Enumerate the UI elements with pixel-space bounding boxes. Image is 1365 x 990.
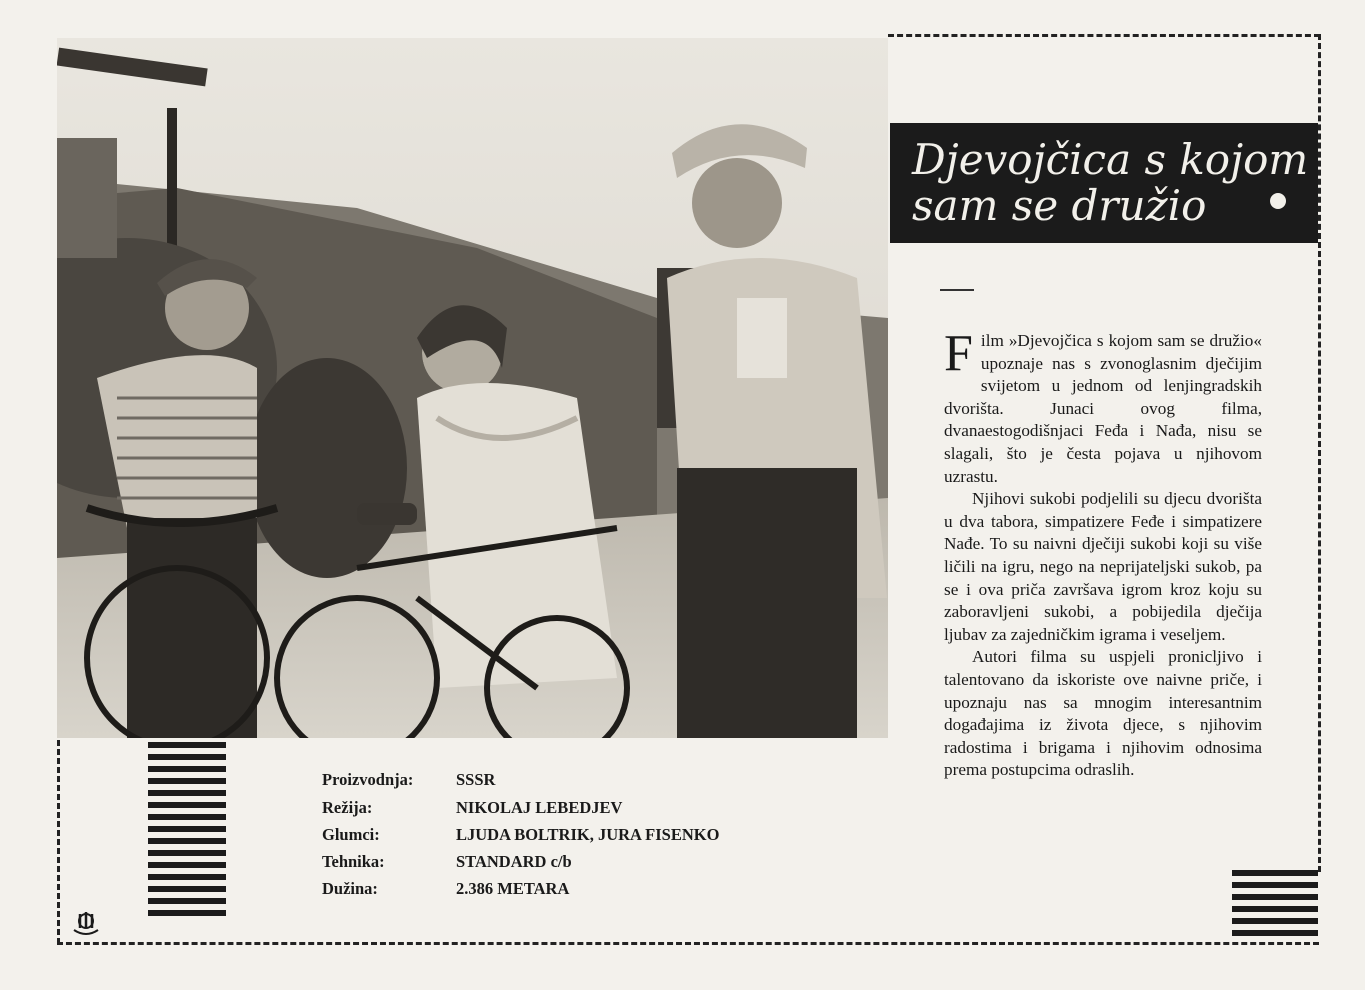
credit-label: Glumci: xyxy=(322,825,380,844)
credit-label: Režija: xyxy=(322,798,373,817)
credit-label: Dužina: xyxy=(322,879,378,898)
film-title-banner xyxy=(890,123,1318,243)
credit-label: Tehnika: xyxy=(322,852,385,871)
film-title-line1: Djevojčica s kojom xyxy=(912,135,1309,184)
dashed-border-bottom xyxy=(57,942,1319,945)
credit-value: SSSR xyxy=(456,770,496,789)
credit-value: NIKOLAJ LEBEDJEV xyxy=(456,798,623,817)
film-title-line2: sam se družio xyxy=(912,181,1207,230)
striped-decoration-right xyxy=(1232,870,1318,942)
credit-value: LJUDA BOLTRIK, JURA FISENKO xyxy=(456,825,720,844)
dashed-border-right xyxy=(1318,34,1321,872)
divider xyxy=(940,289,974,291)
article-paragraph-2: Njihovi sukobi podjelili su djecu dvorišta u dva tabora, simpatizere Feđe i simpatizere Nađe. To su naivni dječiji sukobi koji su više ličili na igru, nego na neprijateljski sukob, pa se i ova priča završava igrom kroz koju su zaboravljeni sukobi, a pobijedila dječija ljubav za zajedničkim igrama i veseljem. xyxy=(944,489,1262,644)
credit-value: 2.386 METARA xyxy=(456,879,570,898)
film-title xyxy=(912,137,1312,229)
credit-label: Proizvodnja: xyxy=(322,770,414,789)
dashed-border-left xyxy=(57,740,60,944)
drop-cap: F xyxy=(944,325,973,382)
credit-value: STANDARD c/b xyxy=(456,852,572,871)
dashed-border-top xyxy=(888,34,1320,37)
striped-decoration-left xyxy=(148,742,226,920)
paragraph-1-text: ilm »Djevojčica s kojom sam se družio« upoznaje nas s zvonoglasnim dječijim svijetom u jednom od lenjingradskih dvorišta. Junaci ovog filma, dvanaestogodišnjaci Feđa i Nađa, nisu se slagali, što je česta pojava u njihovom uzrastu. xyxy=(944,331,1262,486)
publisher-logo-icon xyxy=(70,908,102,936)
article-paragraph-1 xyxy=(944,325,1262,488)
article-text xyxy=(944,325,1262,782)
film-still-photo xyxy=(57,38,888,738)
bullet-dot-icon xyxy=(1270,193,1286,209)
article-paragraph-3: Autori filma su uspjeli pronicljivo i talentovano da iskoriste ove naivne priče, i upoznaju nas sa mnogim interesantnim događajima iz života djece, s njihovim radostima i brigama i njihovim odnosima prema postupcima odraslih. xyxy=(944,647,1262,780)
